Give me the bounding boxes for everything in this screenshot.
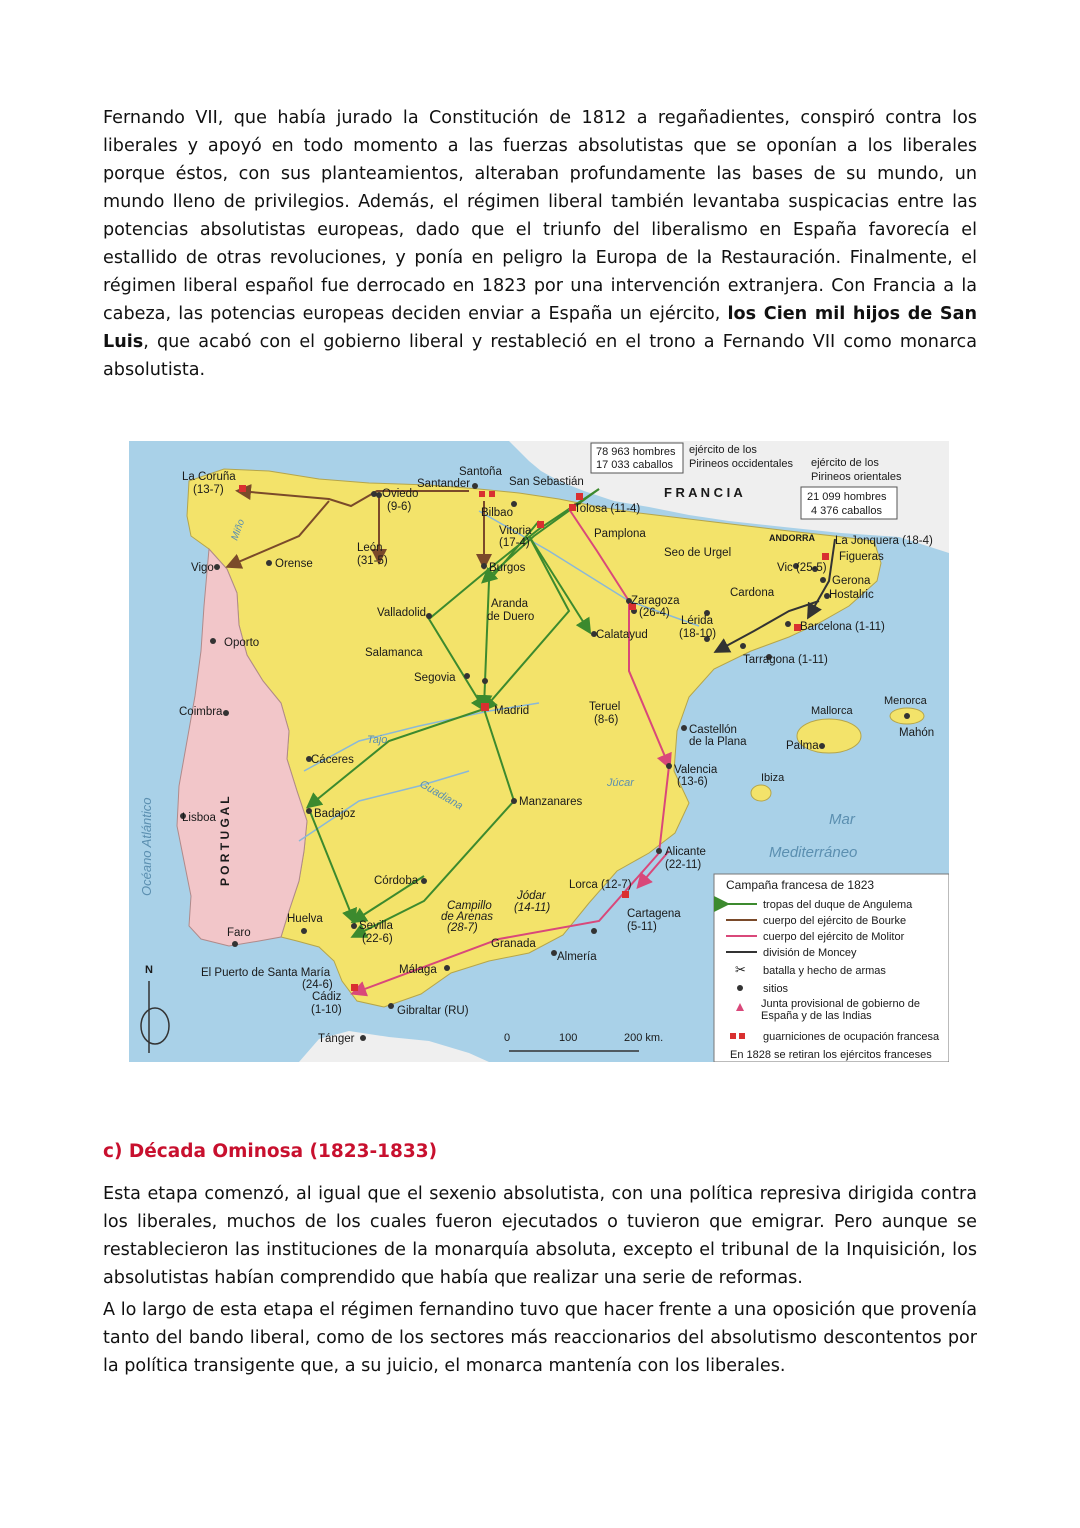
intro-text-b: , que acabó con el gobierno liberal y restableció en el trono a Fernando VII como monarca absolutista. [103, 332, 977, 380]
intro-text-a: Fernando VII, que había jurado la Constitución de 1812 a regañadientes, conspiró contra los liberales y apoyó en todo momento a las fuerzas absolutistas que se oponían a los liberales porque éstos, con sus planteamientos, alteraban profundamente las bases de su mundo, un mundo lleno de privilegios. Además, el régimen liberal también levantaba suspicacias entre las potencias absolutistas europeas, dado que el triunfo del liberalismo en España favorecía el estallido de otras revoluciones, y ponía en peligro la Europa de la Restauración. Finalmente, el régimen liberal español fue derrocado en 1823 por una intervención extranjera. Con Francia a la cabeza, las potencias europeas deciden enviar a España un ejército, [103, 108, 977, 324]
city-la-coruna: La Coruña [182, 471, 236, 483]
legend-item-sieges: sitios [763, 983, 789, 995]
city-faro: Faro [227, 927, 251, 939]
label-menorca: Menorca [884, 695, 927, 707]
city-tanger: Tánger [318, 1033, 355, 1045]
city-calatayud: Calatayud [596, 629, 648, 641]
city-cartagena-date: (5-11) [627, 921, 657, 933]
city-madrid: Madrid [494, 705, 530, 717]
campaign-map-1823 [129, 441, 949, 1062]
city-gerona: Gerona [832, 575, 871, 587]
city-cartagena: Cartagena [627, 908, 681, 920]
army-west-line1: 78 963 hombres [596, 446, 676, 458]
city-aranda: Aranda [491, 598, 529, 610]
legend-item-bourke: cuerpo del ejército de Bourke [763, 915, 907, 927]
city-seo-de-urgel: Seo de Urgel [664, 547, 732, 559]
city-oporto: Oporto [224, 637, 260, 649]
label-jucar: Júcar [607, 777, 634, 789]
label-mar: Mar [829, 811, 855, 828]
city-san-sebastian: San Sebastián [509, 476, 584, 488]
label-portugal: P O R T U G A L [218, 796, 232, 886]
label-tajo: Tajo [367, 734, 388, 746]
city-zaragoza-date: (26-4) [639, 607, 670, 619]
city-oviedo-date: (9-6) [387, 501, 412, 513]
city-puerto-santa-maria: El Puerto de Santa María [201, 967, 331, 979]
legend-item-angulema: tropas del duque de Angulema [763, 899, 913, 911]
city-lerida-date: (18-10) [679, 628, 717, 640]
label-andorra: ANDORRA [769, 533, 815, 543]
city-alicante-date: (22-11) [665, 859, 702, 871]
legend-title: Campaña francesa de 1823 [726, 878, 875, 892]
city-alicante: Alicante [665, 846, 706, 858]
city-malaga: Málaga [399, 964, 437, 976]
city-campillo-date: (28-7) [447, 922, 478, 934]
intro-bold-text: los Cien mil hijos de San Luis [103, 304, 977, 352]
city-lorca: Lorca (12-7) [569, 879, 632, 891]
city-palma: Palma [786, 740, 819, 752]
scale-200: 200 km. [624, 1032, 664, 1044]
city-granada: Granada [491, 938, 536, 950]
city-valencia: Valencia [674, 764, 718, 776]
ibiza-island [751, 785, 771, 801]
city-figueras: Figueras [839, 551, 884, 563]
legend-item-battle: batalla y hecho de armas [763, 965, 886, 977]
city-huelva: Huelva [287, 913, 323, 925]
city-castellon: Castellón [689, 724, 737, 736]
army-east-line2: 4 376 caballos [811, 505, 882, 517]
city-cadiz-date: (1-10) [311, 1004, 342, 1016]
city-burgos: Burgos [489, 562, 526, 574]
city-cadiz: Cádiz [312, 991, 342, 1003]
decada-ominosa-paragraph-1: Esta etapa comenzó, al igual que el sexenio absolutista, con una política represiva dirigida contra los liberales, muchos de los cuales fueron ejecutados o tuvieron que emigrar. Pero aunque se restablecieron las instituciones de la monarquía absoluta, excepto el tribunal de la Inquisición, los absolutistas habían comprendido que había que realizar una serie de reformas. [103, 1184, 977, 1288]
city-manzanares: Manzanares [519, 796, 583, 808]
city-puerto-date: (24-6) [302, 979, 333, 991]
label-guadiana: Guadiana [417, 778, 465, 813]
city-hostalric: Hostalric [829, 589, 874, 601]
city-bilbao: Bilbao [481, 507, 513, 519]
label-orientales-2: Pirineos orientales [811, 471, 902, 483]
city-vitoria-date: (17-4) [499, 537, 530, 549]
scale-0: 0 [504, 1032, 511, 1044]
label-occidentales-1: ejército de los [689, 444, 757, 456]
city-caceres: Cáceres [311, 754, 354, 766]
city-segovia: Segovia [414, 672, 456, 684]
city-sevilla-date: (22-6) [362, 933, 393, 945]
section-heading: c) Década Ominosa (1823-1833) [103, 1141, 438, 1162]
city-teruel: Teruel [589, 701, 621, 713]
city-valencia-date: (13-6) [677, 776, 708, 788]
legend-battle-icon: ✂ [735, 962, 746, 977]
legend-garrison-icon [730, 1033, 736, 1039]
city-vic: Vic (25-5) [777, 562, 827, 574]
decada-ominosa-paragraph-2: A lo largo de esta etapa el régimen fernandino tuvo que hacer frente a una oposición que provenía tanto del bando liberal, como de los sectores más reaccionarios del absolutismo descontentos por la política transigente que, a su juicio, el monarca mantenía con los liberales. [103, 1300, 977, 1376]
city-campillo-2: de Arenas [441, 911, 493, 923]
city-mahon: Mahón [899, 727, 935, 739]
label-orientales-1: ejército de los [811, 457, 879, 469]
city-vigo: Vigo [191, 562, 214, 574]
legend-footer: En 1828 se retiran los ejércitos franceses [730, 1049, 932, 1061]
compass-n: N [145, 964, 153, 976]
city-campillo: Campillo [447, 900, 492, 912]
city-coimbra: Coimbra [179, 706, 223, 718]
legend-item-junta: Junta provisional de gobierno de España y de las Indias [761, 998, 921, 1022]
city-tolosa: Tolosa (11-4) [574, 503, 641, 515]
legend-item-garrison: guarniciones de ocupación francesa [763, 1031, 940, 1043]
city-cordoba: Córdoba [374, 875, 419, 887]
army-east-line1: 21 099 hombres [807, 491, 887, 503]
city-lerida: Lérida [681, 615, 713, 627]
legend-item-molitor: cuerpo del ejército de Molitor [763, 931, 905, 943]
city-orense: Orense [275, 558, 313, 570]
city-pamplona: Pamplona [594, 528, 646, 540]
city-jodar: Jódar [517, 890, 546, 902]
city-teruel-date: (8-6) [594, 714, 619, 726]
city-oviedo: Oviedo [382, 488, 419, 500]
city-badajoz: Badajoz [314, 808, 356, 820]
city-barcelona: Barcelona (1-11) [800, 621, 885, 633]
city-tarragona: Tarragona (1-11) [743, 654, 828, 666]
label-francia: F R A N C I A [664, 485, 743, 500]
city-lisboa: Lisboa [182, 812, 216, 824]
legend-item-moncey: división de Moncey [763, 947, 857, 959]
city-vitoria: Vitoria [499, 525, 532, 537]
city-salamanca: Salamanca [365, 647, 423, 659]
label-mino: Miño [229, 517, 248, 543]
city-almeria: Almería [557, 951, 597, 963]
city-gibraltar: Gibraltar (RU) [397, 1005, 469, 1017]
label-ibiza: Ibiza [761, 772, 785, 784]
label-occidentales-2: Pirineos occidentales [689, 458, 793, 470]
city-leon: León [357, 542, 383, 554]
city-aranda-2: de Duero [487, 611, 535, 623]
city-jodar-date: (14-11) [514, 902, 551, 914]
city-valladolid: Valladolid [377, 607, 427, 619]
city-la-coruna-date: (13-7) [193, 484, 224, 496]
city-castellon-2: de la Plana [689, 736, 747, 748]
city-santander: Santander [417, 478, 471, 490]
army-west-line2: 17 033 caballos [596, 459, 674, 471]
intro-paragraph [103, 104, 977, 384]
label-mallorca: Mallorca [811, 705, 853, 717]
city-jonquera: La Jonquera (18-4) [835, 535, 933, 547]
city-leon-date: (31-5) [357, 555, 388, 567]
label-mediterraneo: Mediterráneo [769, 844, 858, 861]
label-atlantico: Océano Atlántico [139, 797, 154, 896]
city-zaragoza: Zaragoza [631, 595, 680, 607]
city-sevilla: Sevilla [359, 920, 393, 932]
city-santona: Santoña [459, 466, 502, 478]
city-cardona: Cardona [730, 587, 775, 599]
legend-siege-icon [737, 985, 743, 991]
scale-100: 100 [559, 1032, 578, 1044]
